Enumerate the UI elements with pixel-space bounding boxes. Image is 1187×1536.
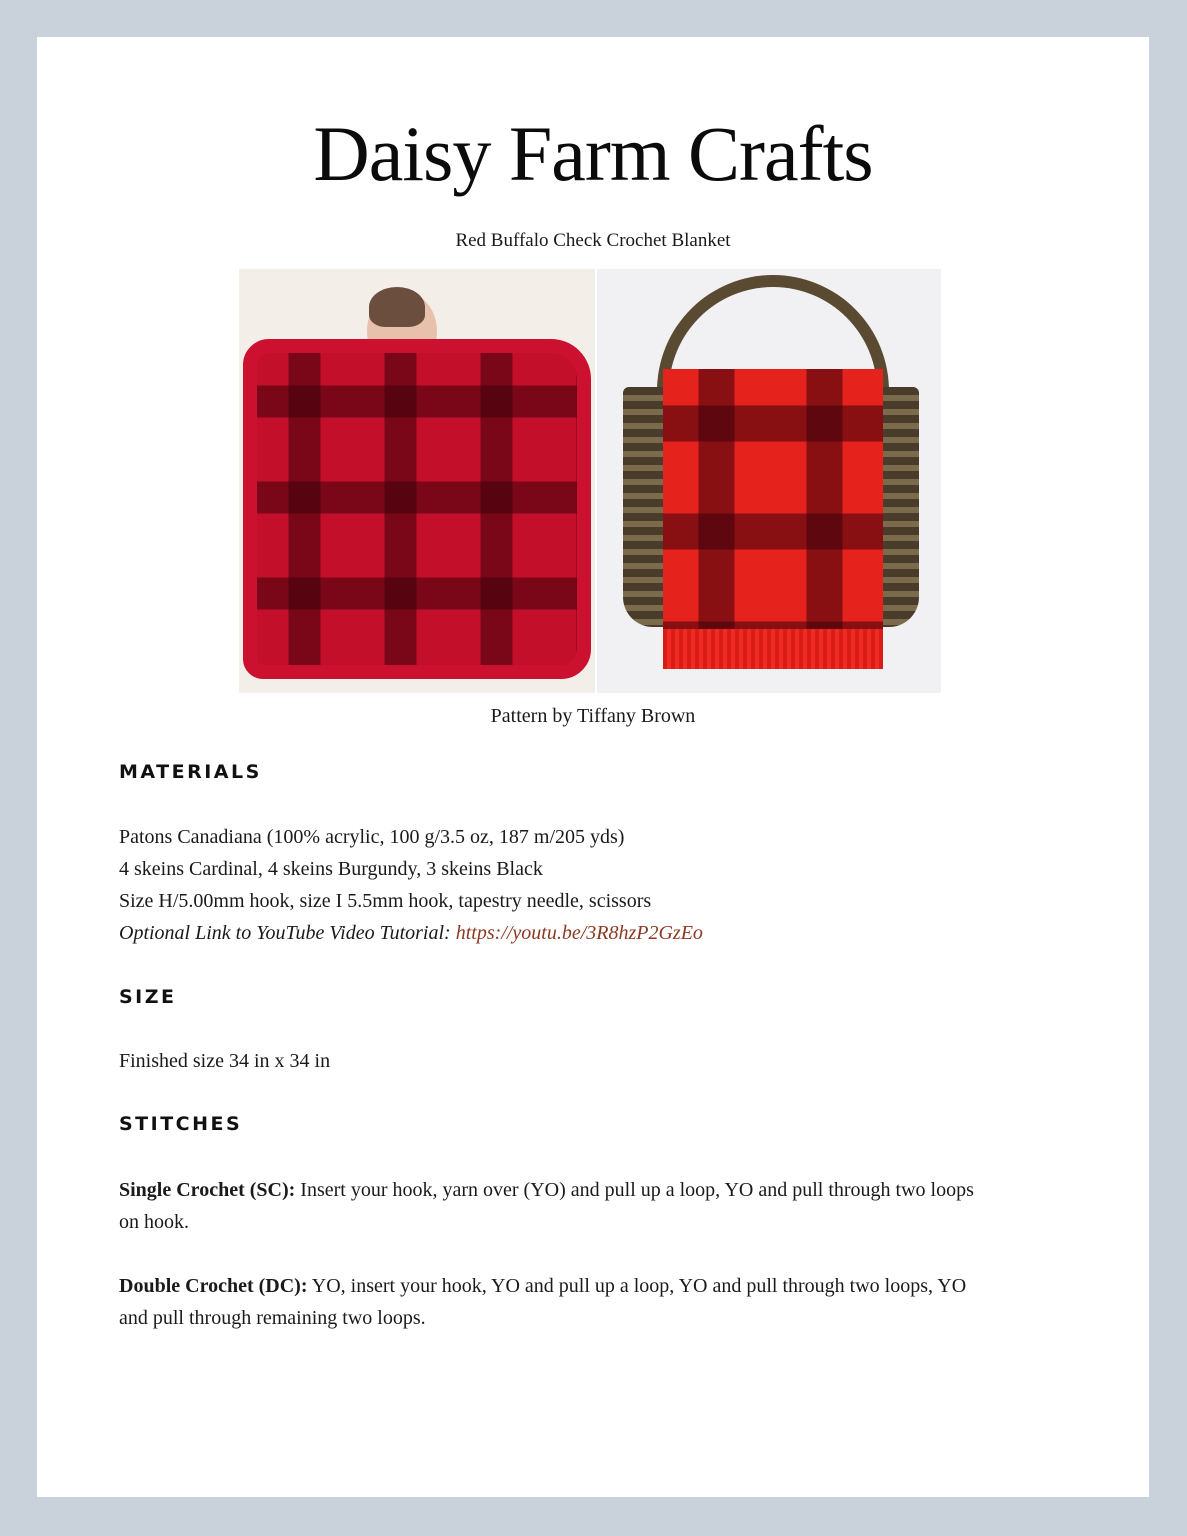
stitches-heading: STITCHES <box>119 1113 243 1135</box>
pattern-byline: Pattern by Tiffany Brown <box>490 705 696 727</box>
brand-title: Daisy Farm Crafts <box>313 110 873 197</box>
basket-blanket-photo <box>597 269 941 693</box>
blanket-ribbing <box>663 629 883 669</box>
plaid-blanket <box>663 369 883 669</box>
size-text <box>119 1045 1079 1077</box>
materials-line: 4 skeins Cardinal, 4 skeins Burgundy, 3 skeins Black <box>119 858 543 880</box>
size-heading: SIZE <box>119 986 177 1008</box>
baby-hair <box>369 287 425 327</box>
baby-blanket-photo <box>239 269 595 693</box>
youtube-tutorial-link[interactable]: https://youtu.be/3R8hzP2GzEo <box>455 922 703 944</box>
materials-list <box>119 821 1079 949</box>
stitch-name: Single Crochet (SC): <box>119 1179 296 1201</box>
materials-line: Patons Canadiana (100% acrylic, 100 g/3.5 oz, 187 m/205 yds) <box>119 826 625 848</box>
stitch-double-crochet <box>119 1270 1079 1334</box>
video-tutorial-label: Optional Link to YouTube Video Tutorial: <box>119 922 451 944</box>
materials-line: Size H/5.00mm hook, size I 5.5mm hook, tapestry needle, scissors <box>119 890 652 912</box>
stitch-description-cont: and pull through remaining two loops. <box>119 1307 426 1329</box>
stitch-description-cont: on hook. <box>119 1211 189 1233</box>
video-tutorial-line <box>119 917 1079 949</box>
stitches-list <box>119 1174 1079 1366</box>
plaid-blanket <box>243 339 591 679</box>
stitch-description: YO, insert your hook, YO and pull up a loop, YO and pull through two loops, YO <box>307 1275 967 1297</box>
stitch-description: Insert your hook, yarn over (YO) and pull up a loop, YO and pull through two loops <box>295 1179 974 1201</box>
document-page <box>37 37 1149 1497</box>
stitch-single-crochet <box>119 1174 1079 1238</box>
photo-collage <box>239 269 941 693</box>
stitch-name: Double Crochet (DC): <box>119 1275 308 1297</box>
materials-heading: MATERIALS <box>119 761 262 783</box>
finished-size: Finished size 34 in x 34 in <box>119 1050 331 1072</box>
pattern-title: Red Buffalo Check Crochet Blanket <box>455 230 731 251</box>
